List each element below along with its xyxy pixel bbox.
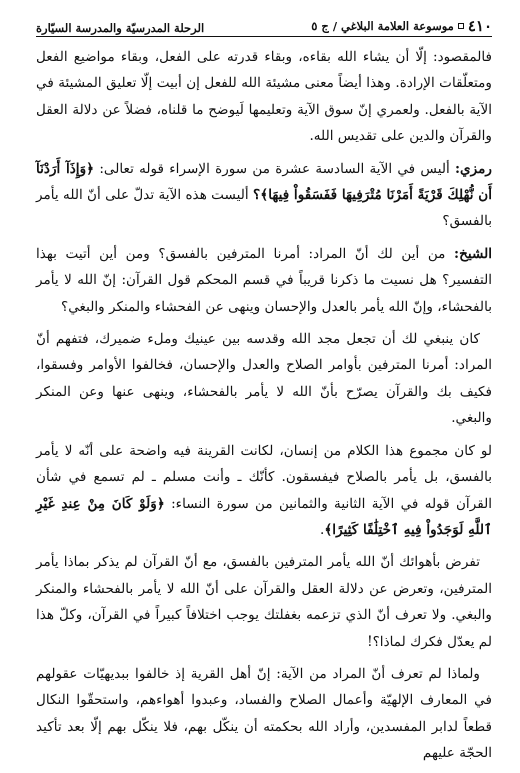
paragraph <box>36 44 492 150</box>
quran-verse: ﴿وَلَوْ كَانَ مِنْ عِندِ غَيْرِ ٱللَّهِ لَوَجَدُواْ فِيهِ ٱخْتِلَٰفًا كَثِيرًا﴾ <box>36 495 492 538</box>
paragraph <box>36 326 492 432</box>
paragraph-text: لو كان مجموع هذا الكلام من إنسان، لكانت القرينة فيه واضحة على أنّه لا يأمر بالفسق، بل يأمر بالصلاح فيفسقون. كأنّك ـ وأنت مسلم ـ لم تسمع في شأن القرآن قوله في الآية الثانية والثمانين من سورة النساء: <box>36 442 492 512</box>
paragraph-text-after: أليست هذه الآية تدلّ على أنّ الله يأمر بالفسق؟ <box>36 187 492 230</box>
header-rule <box>36 36 492 37</box>
paragraph <box>36 156 492 235</box>
paragraph <box>36 549 492 655</box>
paragraph-text: فالمقصود: إلّا أن يشاء الله بقاءه، وبقاء قدرته على الفعل، وبقاء مواضيع الفعل ومتعلّقات الإرادة. وهذا أيضاً معنى مشيئة الله للفعل إن أبيت إلّا تعليق المشيئة في الآية بالفعل. ولعمري إنّ سوق الآية وتعليمها لَيوضح ما قلناه، فضلاً عن دلالة العقل والقرآن والدين على تقديس الله. <box>36 49 492 145</box>
header-right <box>311 17 492 35</box>
paragraph-text: كان ينبغي لك أن تجعل مجد الله وقدسه بين عينيك وملء ضميرك، فتفهم أنّ المراد: أمرنا المترفين بأوامر الصلاح والعدل والإحسان، فخالفوا الأوامر وفسقوا، فكيف بك والقرآن يصرّح بأنّ الله لا يأمر بالفحشاء، وينهى عنها وعن المنكر والبغي. <box>36 331 492 427</box>
chapter-title: الرحلة المدرسيّة والمدرسة السيّارة <box>36 21 205 35</box>
quran-verse: ﴿وَإِذَآ أَرَدْنَآ أَن نُّهْلِكَ قَرْيَةً أَمَرْنَا مُتْرَفِيهَا فَفَسَقُواْ فِيهَا﴾؟ <box>36 160 492 204</box>
paragraph-text: ولماذا لم تعرف أنّ المراد من الآية: إنّ أهل القرية إذ خالفوا ببديهيّات عقولهم في المعارف الإلهيّة وأعمال الصلاح والفساد، وعبدوا أهواءهم، واستحقّوا النكال قطعاً لدابر المفسدين، وأراد الله بحكمته أن ينكّل بهم، فلا ينكّل بهم إلّا بعد تأكيد الحجّة عليهم <box>36 665 492 762</box>
body-text <box>36 44 492 773</box>
book-title: موسوعة العلامة البلاغي / ج ٥ <box>311 19 454 33</box>
running-header <box>36 13 492 35</box>
speaker-label: رمزي: <box>454 160 492 177</box>
paragraph-text-after: . <box>320 521 325 538</box>
paragraph-text: من أين لك أنّ المراد: أمرنا المترفين بالفسق؟ ومن أين أتيت بهذا التفسير؟ هل نسيت ما ذكرنا قريباً في قسم المحكم قول القرآن: إنّ الله لا يأمر بالفحشاء، وإنّ الله يأمر بالعدل والإحسان وينهى عن الفحشاء والمنكر والبغي؟ <box>36 245 492 315</box>
paragraph <box>36 241 492 320</box>
paragraph-text: أليس في الآية السادسة عشرة من سورة الإسراء قوله تعالى: <box>99 160 455 177</box>
square-bullet-icon <box>458 23 464 29</box>
paragraph <box>36 661 492 767</box>
paragraph <box>36 438 492 544</box>
speaker-label: الشيخ: <box>454 245 492 262</box>
page-number: ٤١٠ <box>467 17 492 35</box>
paragraph-text: تفرض بأهوائك أنّ الله يأمر المترفين بالفسق، مع أنّ القرآن لم يذكر بماذا يأمر المترفين، وتعرض عن دلالة العقل والقرآن على أنّ الله لا يأمر بالفحشاء والمنكر والبغي. ولا تعرف أنّ الذي تزعمه بغفلتك يوجب اختلافاً كبيراً في القرآن، وكلّ هذا لم يعدّل فكرك لماذا؟! <box>36 554 492 650</box>
